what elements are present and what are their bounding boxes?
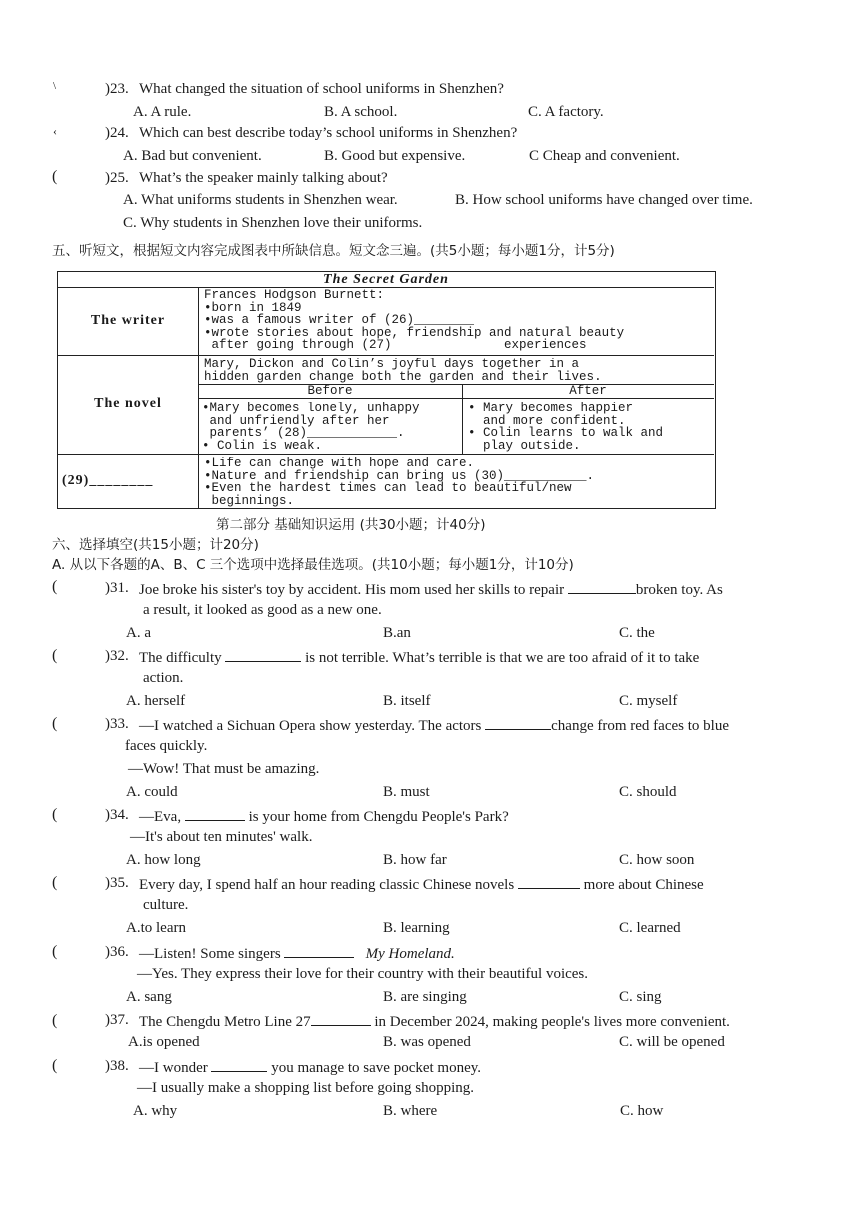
q31-option-c[interactable]: C. the bbox=[619, 625, 655, 641]
q36-option-a[interactable]: A. sang bbox=[126, 989, 172, 1005]
answer-paren[interactable]: ( bbox=[52, 578, 58, 595]
after-label: After bbox=[569, 385, 607, 398]
q25-option-b[interactable]: B. How school uniforms have changed over time. bbox=[455, 192, 753, 208]
q32-option-a[interactable]: A. herself bbox=[126, 693, 186, 709]
q36-option-c[interactable]: C. sing bbox=[619, 989, 662, 1005]
q38-line2: —I usually make a shopping list before going shopping. bbox=[137, 1080, 475, 1096]
q35-number: )35. bbox=[105, 875, 129, 891]
answer-paren[interactable]: ( bbox=[52, 168, 58, 185]
answer-paren[interactable]: ( bbox=[52, 806, 58, 823]
section5-heading: 五、听短文，根据短文内容完成图表中所缺信息。短文念三遍。(共5小题；每小题1分，计5分) bbox=[52, 243, 615, 259]
answer-paren[interactable]: ( bbox=[52, 715, 58, 732]
q25-option-a[interactable]: A. What uniforms students in Shenzhen wear. bbox=[123, 192, 398, 208]
q33-line1: —I watched a Sichuan Opera show yesterday. The actors change from red faces to blue bbox=[139, 715, 729, 735]
q33-option-a[interactable]: A. could bbox=[126, 784, 178, 800]
q32-line2: action. bbox=[143, 670, 184, 686]
section6-heading: 六、选择填空(共15小题；计20分) bbox=[52, 537, 259, 553]
q23-option-c[interactable]: C. A factory. bbox=[528, 104, 604, 120]
novel-label: The novel bbox=[94, 396, 162, 412]
q29-line[interactable]: •Nature and friendship can bring us (30)___________. bbox=[204, 468, 595, 483]
q37-line1: The Chengdu Metro Line 27 in December 2024, making people's lives more convenient. bbox=[139, 1011, 730, 1031]
answer-paren[interactable]: ( bbox=[52, 943, 58, 960]
q24-option-a[interactable]: A. Bad but convenient. bbox=[123, 148, 262, 164]
q38-number: )38. bbox=[105, 1058, 129, 1074]
q29-line: beginnings. bbox=[204, 493, 295, 507]
q29-line: •Life can change with hope and care. bbox=[204, 457, 475, 470]
q24-option-b[interactable]: B. Good but expensive. bbox=[324, 148, 466, 164]
q34-option-a[interactable]: A. how long bbox=[126, 852, 201, 868]
q36-number: )36. bbox=[105, 944, 129, 960]
q37-blank[interactable] bbox=[311, 1011, 371, 1026]
before-details bbox=[202, 402, 460, 452]
q35-line2: culture. bbox=[143, 897, 189, 913]
q24-option-c[interactable]: C Cheap and convenient. bbox=[529, 148, 680, 164]
q35-option-b[interactable]: B. learning bbox=[383, 920, 450, 936]
q37-number: )37. bbox=[105, 1012, 129, 1028]
paren-mark: \ bbox=[53, 80, 57, 92]
q34-line2: —It's about ten minutes' walk. bbox=[130, 829, 313, 845]
q32-option-b[interactable]: B. itself bbox=[383, 693, 431, 709]
section6-sub-a: A. 从以下各题的A、B、C 三个选项中选择最佳选项。(共10小题；每小题1分，计10分) bbox=[52, 557, 574, 573]
before-line[interactable]: parents’ (28)____________. bbox=[202, 426, 405, 440]
q32-line1: The difficulty is not terrible. What’s terrible is that we are too afraid of it to take bbox=[139, 647, 699, 667]
q23-option-a[interactable]: A. A rule. bbox=[133, 104, 192, 120]
writer-line: Frances Hodgson Burnett: bbox=[204, 289, 385, 302]
q29-line: •Even the hardest times can lead to beautiful/new bbox=[204, 481, 572, 495]
q37-option-a[interactable]: A.is opened bbox=[128, 1034, 200, 1050]
answer-paren[interactable]: ( bbox=[52, 874, 58, 891]
q34-option-b[interactable]: B. how far bbox=[383, 852, 447, 868]
q38-option-a[interactable]: A. why bbox=[133, 1103, 178, 1119]
after-line: • Mary becomes happier bbox=[468, 402, 634, 415]
secret-garden-table bbox=[57, 271, 716, 509]
q33-line3: —Wow! That must be amazing. bbox=[128, 761, 320, 777]
answer-paren[interactable]: ( bbox=[52, 1012, 58, 1029]
q37-option-b[interactable]: B. was opened bbox=[383, 1034, 471, 1050]
q35-blank[interactable] bbox=[518, 874, 580, 889]
q29-label[interactable]: (29)________ bbox=[62, 472, 154, 488]
q38-line1: —I wonder you manage to save pocket money. bbox=[139, 1057, 481, 1077]
table-divider bbox=[198, 398, 714, 399]
writer-line[interactable]: after going through (27) experiences bbox=[204, 338, 587, 352]
table-title: The Secret Garden bbox=[323, 272, 449, 287]
novel-summary-line: hidden garden change both the garden and their lives. bbox=[204, 369, 602, 383]
writer-label: The writer bbox=[90, 312, 166, 328]
q36-line1: —Listen! Some singers My Homeland. bbox=[139, 943, 455, 963]
q34-line1: —Eva, is your home from Chengdu People's Park? bbox=[139, 806, 509, 826]
writer-line: •wrote stories about hope, friendship and natural beauty bbox=[204, 325, 625, 340]
q25-stem: What’s the speaker mainly talking about? bbox=[139, 170, 388, 186]
q32-number: )32. bbox=[105, 648, 129, 664]
q37-option-c[interactable]: C. will be opened bbox=[619, 1034, 725, 1050]
writer-line[interactable]: •was a famous writer of (26)________ bbox=[204, 313, 475, 327]
q32-option-c[interactable]: C. myself bbox=[619, 693, 678, 709]
answer-paren[interactable]: ( bbox=[52, 647, 58, 664]
q23-stem: What changed the situation of school uniforms in Shenzhen? bbox=[139, 81, 504, 97]
q31-option-a[interactable]: A. a bbox=[126, 625, 151, 641]
writer-line: •born in 1849 bbox=[204, 300, 302, 315]
q36-blank[interactable] bbox=[284, 943, 354, 958]
q33-number: )33. bbox=[105, 716, 129, 732]
after-line: and more confident. bbox=[468, 413, 626, 428]
q23-number: )23. bbox=[105, 81, 129, 97]
q31-line2: a result, it looked as good as a new one. bbox=[143, 602, 382, 618]
q32-blank[interactable] bbox=[225, 647, 301, 662]
q31-line1: Joe broke his sister's toy by accident. His mom used her skills to repair broken toy. As bbox=[139, 579, 723, 599]
q36-line2: —Yes. They express their love for their country with their beautiful voices. bbox=[137, 966, 589, 982]
q33-blank[interactable] bbox=[485, 715, 551, 730]
q35-option-c[interactable]: C. learned bbox=[619, 920, 681, 936]
q34-blank[interactable] bbox=[185, 806, 245, 821]
q31-option-b[interactable]: B.an bbox=[383, 625, 411, 641]
q33-option-b[interactable]: B. must bbox=[383, 784, 430, 800]
after-line: play outside. bbox=[468, 438, 581, 452]
before-line: • Colin is weak. bbox=[202, 438, 323, 452]
after-line: • Colin learns to walk and bbox=[468, 426, 664, 440]
table-divider bbox=[462, 384, 463, 454]
before-label: Before bbox=[307, 385, 353, 398]
q33-option-c[interactable]: C. should bbox=[619, 784, 677, 800]
q38-blank[interactable] bbox=[211, 1057, 267, 1072]
q34-number: )34. bbox=[105, 807, 129, 823]
before-line: •Mary becomes lonely, unhappy bbox=[202, 402, 420, 415]
q34-option-c[interactable]: C. how soon bbox=[619, 852, 695, 868]
q35-option-a[interactable]: A.to learn bbox=[126, 920, 186, 936]
part2-heading: 第二部分 基础知识运用 (共30小题；计40分) bbox=[216, 517, 486, 533]
q33-line2: faces quickly. bbox=[125, 738, 208, 754]
q24-stem: Which can best describe today’s school uniforms in Shenzhen? bbox=[139, 125, 518, 141]
writer-details bbox=[204, 289, 712, 352]
paren-mark: ‹ bbox=[53, 124, 57, 138]
before-line: and unfriendly after her bbox=[202, 413, 390, 428]
novel-summary bbox=[204, 358, 712, 383]
q23-option-b[interactable]: B. A school. bbox=[324, 104, 398, 120]
q38-option-b[interactable]: B. where bbox=[383, 1103, 438, 1119]
answer-paren[interactable]: ( bbox=[52, 1057, 58, 1074]
q31-number: )31. bbox=[105, 580, 129, 596]
after-details bbox=[468, 402, 712, 452]
novel-summary-line: Mary, Dickon and Colin’s joyful days together in a bbox=[204, 358, 580, 371]
q29-details bbox=[204, 457, 712, 507]
q38-option-c[interactable]: C. how bbox=[620, 1103, 664, 1119]
q35-line1: Every day, I spend half an hour reading classic Chinese novels more about Chinese bbox=[139, 874, 704, 894]
q25-option-c[interactable]: C. Why students in Shenzhen love their uniforms. bbox=[123, 215, 423, 231]
q24-number: )24. bbox=[105, 125, 129, 141]
q31-blank[interactable] bbox=[568, 579, 636, 594]
q36-option-b[interactable]: B. are singing bbox=[383, 989, 467, 1005]
q25-number: )25. bbox=[105, 170, 129, 186]
